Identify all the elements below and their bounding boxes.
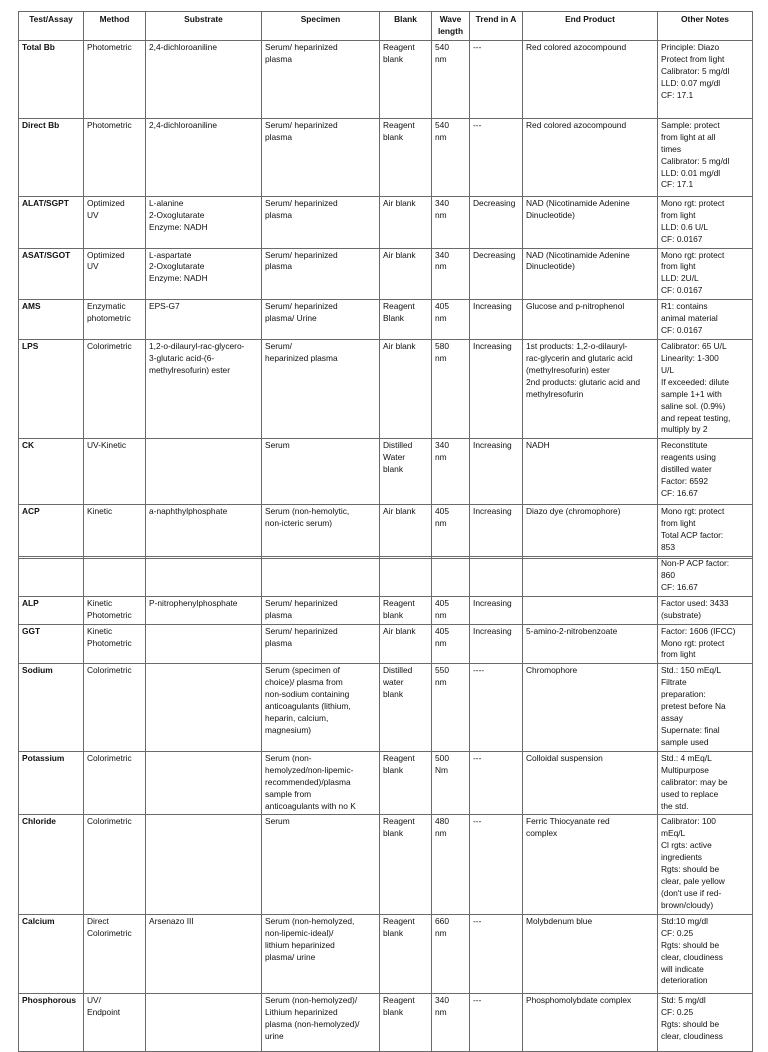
end-product-cell: NAD (Nicotinamide Adenine Dinucleotide) [523,248,658,300]
end-product-cell: 5-amino-2-nitrobenzoate [523,624,658,664]
specimen-cell: Serum/ heparinized plasma [262,596,380,624]
table-row [19,624,753,664]
wavelength-cell: 405 nm [432,596,470,624]
method-cell: UV/ Endpoint [84,993,146,1051]
substrate-cell: P-nitrophenylphosphate [146,596,262,624]
substrate-cell: 2,4-dichloroaniline [146,118,262,196]
test-assay-cell: ALP [19,596,84,624]
wavelength-cell: 550 nm [432,664,470,751]
substrate-cell [146,993,262,1051]
other-notes-cell: Factor: 1606 (IFCC) Mono rgt: protect from light [658,624,753,664]
blank-cell: Air blank [380,505,432,559]
method-cell: Colorimetric [84,815,146,914]
end-product-cell: 1st products: 1,2-o-dilauryl- rac-glycerin and glutaric acid (methylresofurin) ester 2nd products: glutaric acid and methylresofurin [523,339,658,438]
table-row [19,596,753,624]
blank-cell: Reagent blank [380,40,432,118]
method-cell [84,557,146,597]
blank-cell: Air blank [380,624,432,664]
trend-cell: --- [470,751,523,815]
substrate-cell [146,624,262,664]
substrate-cell [146,557,262,597]
method-cell: Colorimetric [84,664,146,751]
test-assay-cell: ASAT/SGOT [19,248,84,300]
header-trend: Trend in A [470,12,523,41]
other-notes-cell: Mono rgt: protect from light LLD: 0.6 U/L CF: 0.0167 [658,196,753,248]
specimen-cell: Serum (non-hemolytic, non-icteric serum) [262,505,380,559]
table-row [19,751,753,815]
end-product-cell: Chromophore [523,664,658,751]
specimen-cell: Serum/ heparinized plasma [262,248,380,300]
end-product-cell [523,596,658,624]
trend-cell: Decreasing [470,196,523,248]
other-notes-cell: Principle: Diazo Protect from light Calibrator: 5 mg/dl LLD: 0.07 mg/dl CF: 17.1 [658,40,753,118]
substrate-cell: 2,4-dichloroaniline [146,40,262,118]
table-row [19,815,753,914]
end-product-cell: Glucose and p-nitrophenol [523,300,658,340]
other-notes-cell: Std.: 4 mEq/L Multipurpose calibrator: may be used to replace the std. [658,751,753,815]
test-assay-cell: CK [19,439,84,505]
end-product-cell: NADH [523,439,658,505]
substrate-cell: EPS-G7 [146,300,262,340]
method-cell: Optimized UV [84,196,146,248]
substrate-cell [146,815,262,914]
other-notes-cell: Mono rgt: protect from light LLD: 2U/L CF: 0.0167 [658,248,753,300]
end-product-cell: NAD (Nicotinamide Adenine Dinucleotide) [523,196,658,248]
other-notes-cell: Factor used: 3433 (substrate) [658,596,753,624]
trend-cell: Decreasing [470,248,523,300]
wavelength-cell: 405 nm [432,300,470,340]
wavelength-cell: 540 nm [432,40,470,118]
header-substrate: Substrate [146,12,262,41]
test-assay-cell: GGT [19,624,84,664]
wavelength-cell: 660 nm [432,914,470,993]
end-product-cell: Colloidal suspension [523,751,658,815]
blank-cell: Reagent blank [380,751,432,815]
test-assay-cell: Chloride [19,815,84,914]
test-assay-cell: Potassium [19,751,84,815]
test-assay-cell: AMS [19,300,84,340]
wavelength-cell: 540 nm [432,118,470,196]
end-product-cell: Red colored azocompound [523,40,658,118]
method-cell: Colorimetric [84,751,146,815]
blank-cell: Reagent blank [380,118,432,196]
specimen-cell: Serum/ heparinized plasma [262,118,380,196]
substrate-cell [146,751,262,815]
trend-cell: Increasing [470,300,523,340]
end-product-cell [523,557,658,597]
other-notes-cell: Std.: 150 mEq/L Filtrate preparation: pretest before Na assay Supernate: final sample used [658,664,753,751]
specimen-cell: Serum/ heparinized plasma [262,196,380,248]
substrate-cell [146,439,262,505]
other-notes-cell: Std: 5 mg/dl CF: 0.25 Rgts: should be clear, cloudiness [658,993,753,1051]
table-row [19,505,753,559]
blank-cell: Distilled water blank [380,664,432,751]
other-notes-cell: Sample: protect from light at all times Calibrator: 5 mg/dl LLD: 0.01 mg/dl CF: 17.1 [658,118,753,196]
trend-cell: --- [470,40,523,118]
test-assay-cell: Direct Bb [19,118,84,196]
blank-cell: Reagent blank [380,993,432,1051]
substrate-cell: L-aspartate 2-Oxoglutarate Enzyme: NADH [146,248,262,300]
test-assay-cell: Phosphorous [19,993,84,1051]
blank-cell: Distilled Water blank [380,439,432,505]
specimen-cell: Serum/ heparinized plasma [262,40,380,118]
method-cell: Photometric [84,40,146,118]
end-product-cell: Phosphomolybdate complex [523,993,658,1051]
trend-cell: Increasing [470,505,523,559]
end-product-cell: Molybdenum blue [523,914,658,993]
substrate-cell: L-alanine 2-Oxoglutarate Enzyme: NADH [146,196,262,248]
other-notes-cell: Calibrator: 100 mEq/L Cl rgts: active ingredients Rgts: should be clear, pale yellow (don't use if red- brown/cloudy) [658,815,753,914]
trend-cell: --- [470,118,523,196]
header-end-product: End Product [523,12,658,41]
table-row [19,439,753,505]
blank-cell: Reagent blank [380,914,432,993]
header-blank: Blank [380,12,432,41]
substrate-cell: a-naphthylphosphate [146,505,262,559]
assay-table-page-1 [18,11,753,559]
trend-cell: --- [470,914,523,993]
table-row [19,300,753,340]
other-notes-cell: R1: contains animal material CF: 0.0167 [658,300,753,340]
trend-cell: Increasing [470,439,523,505]
header-row [19,12,753,41]
substrate-cell [146,664,262,751]
table-row [19,339,753,438]
specimen-cell: Serum [262,439,380,505]
table-row [19,993,753,1051]
other-notes-cell: Mono rgt: protect from light Total ACP factor: 853 [658,505,753,559]
blank-cell: Reagent blank [380,596,432,624]
specimen-cell: Serum/ heparinized plasma/ Urine [262,300,380,340]
blank-cell: Reagent blank [380,815,432,914]
header-other-notes: Other Notes [658,12,753,41]
other-notes-cell: Calibrator: 65 U/L Linearity: 1-300 U/L If exceeded: dilute sample 1+1 with saline sol. (0.9%) and repeat testing, multiply by 2 [658,339,753,438]
blank-cell: Air blank [380,248,432,300]
specimen-cell: Serum (specimen of choice)/ plasma from non-sodium containing anticoagulants (lithium, heparin, calcium, magnesium) [262,664,380,751]
method-cell: Photometric [84,118,146,196]
other-notes-cell: Std:10 mg/dl CF: 0.25 Rgts: should be clear, cloudiness will indicate deterioration [658,914,753,993]
table-row [19,914,753,993]
trend-cell: Increasing [470,339,523,438]
wavelength-cell: 500 Nm [432,751,470,815]
header-specimen: Specimen [262,12,380,41]
specimen-cell: Serum (non-hemolyzed)/ Lithium heparinized plasma (non-hemolyzed)/ urine [262,993,380,1051]
blank-cell: Reagent Blank [380,300,432,340]
table-row [19,664,753,751]
substrate-cell: Arsenazo III [146,914,262,993]
specimen-cell: Serum (non-hemolyzed, non-lipemic-ideal)/ lithium heparinized plasma/ urine [262,914,380,993]
wavelength-cell: 340 nm [432,196,470,248]
wavelength-cell: 340 nm [432,993,470,1051]
wavelength-cell: 405 nm [432,624,470,664]
trend-cell: Increasing [470,596,523,624]
specimen-cell: Serum (non- hemolyzed/non-lipemic- recommended)/plasma sample from anticoagulants with no K [262,751,380,815]
method-cell: Direct Colorimetric [84,914,146,993]
trend-cell: --- [470,815,523,914]
end-product-cell: Ferric Thiocyanate red complex [523,815,658,914]
specimen-cell: Serum/ heparinized plasma [262,339,380,438]
wavelength-cell: 340 nm [432,439,470,505]
method-cell: UV-Kinetic [84,439,146,505]
specimen-cell: Serum/ heparinized plasma [262,624,380,664]
test-assay-cell: ALAT/SGPT [19,196,84,248]
test-assay-cell [19,557,84,597]
table-row [19,557,753,597]
end-product-cell: Red colored azocompound [523,118,658,196]
method-cell: Enzymatic photometric [84,300,146,340]
table-row [19,196,753,248]
method-cell: Kinetic Photometric [84,596,146,624]
table-row [19,118,753,196]
header-method: Method [84,12,146,41]
trend-cell: Increasing [470,624,523,664]
test-assay-cell: Calcium [19,914,84,993]
trend-cell: --- [470,993,523,1051]
end-product-cell: Diazo dye (chromophore) [523,505,658,559]
method-cell: Kinetic [84,505,146,559]
test-assay-cell: ACP [19,505,84,559]
wavelength-cell: 480 nm [432,815,470,914]
header-wavelength: Wave length [432,12,470,41]
wavelength-cell: 405 nm [432,505,470,559]
substrate-cell: 1,2-o-dilauryl-rac-glycero- 3-glutaric acid-(6- methylresofurin) ester [146,339,262,438]
specimen-cell: Serum [262,815,380,914]
trend-cell [470,557,523,597]
table-row [19,248,753,300]
blank-cell: Air blank [380,196,432,248]
test-assay-cell: LPS [19,339,84,438]
wavelength-cell: 340 nm [432,248,470,300]
trend-cell: ---- [470,664,523,751]
assay-table-page-2 [18,556,753,1052]
test-assay-cell: Total Bb [19,40,84,118]
test-assay-cell: Sodium [19,664,84,751]
other-notes-cell: Reconstitute reagents using distilled water Factor: 6592 CF: 16.67 [658,439,753,505]
method-cell: Optimized UV [84,248,146,300]
wavelength-cell [432,557,470,597]
blank-cell [380,557,432,597]
other-notes-cell: Non-P ACP factor: 860 CF: 16.67 [658,557,753,597]
wavelength-cell: 580 nm [432,339,470,438]
header-test-assay: Test/Assay [19,12,84,41]
blank-cell: Air blank [380,339,432,438]
table-row [19,40,753,118]
method-cell: Colorimetric [84,339,146,438]
specimen-cell [262,557,380,597]
method-cell: Kinetic Photometric [84,624,146,664]
